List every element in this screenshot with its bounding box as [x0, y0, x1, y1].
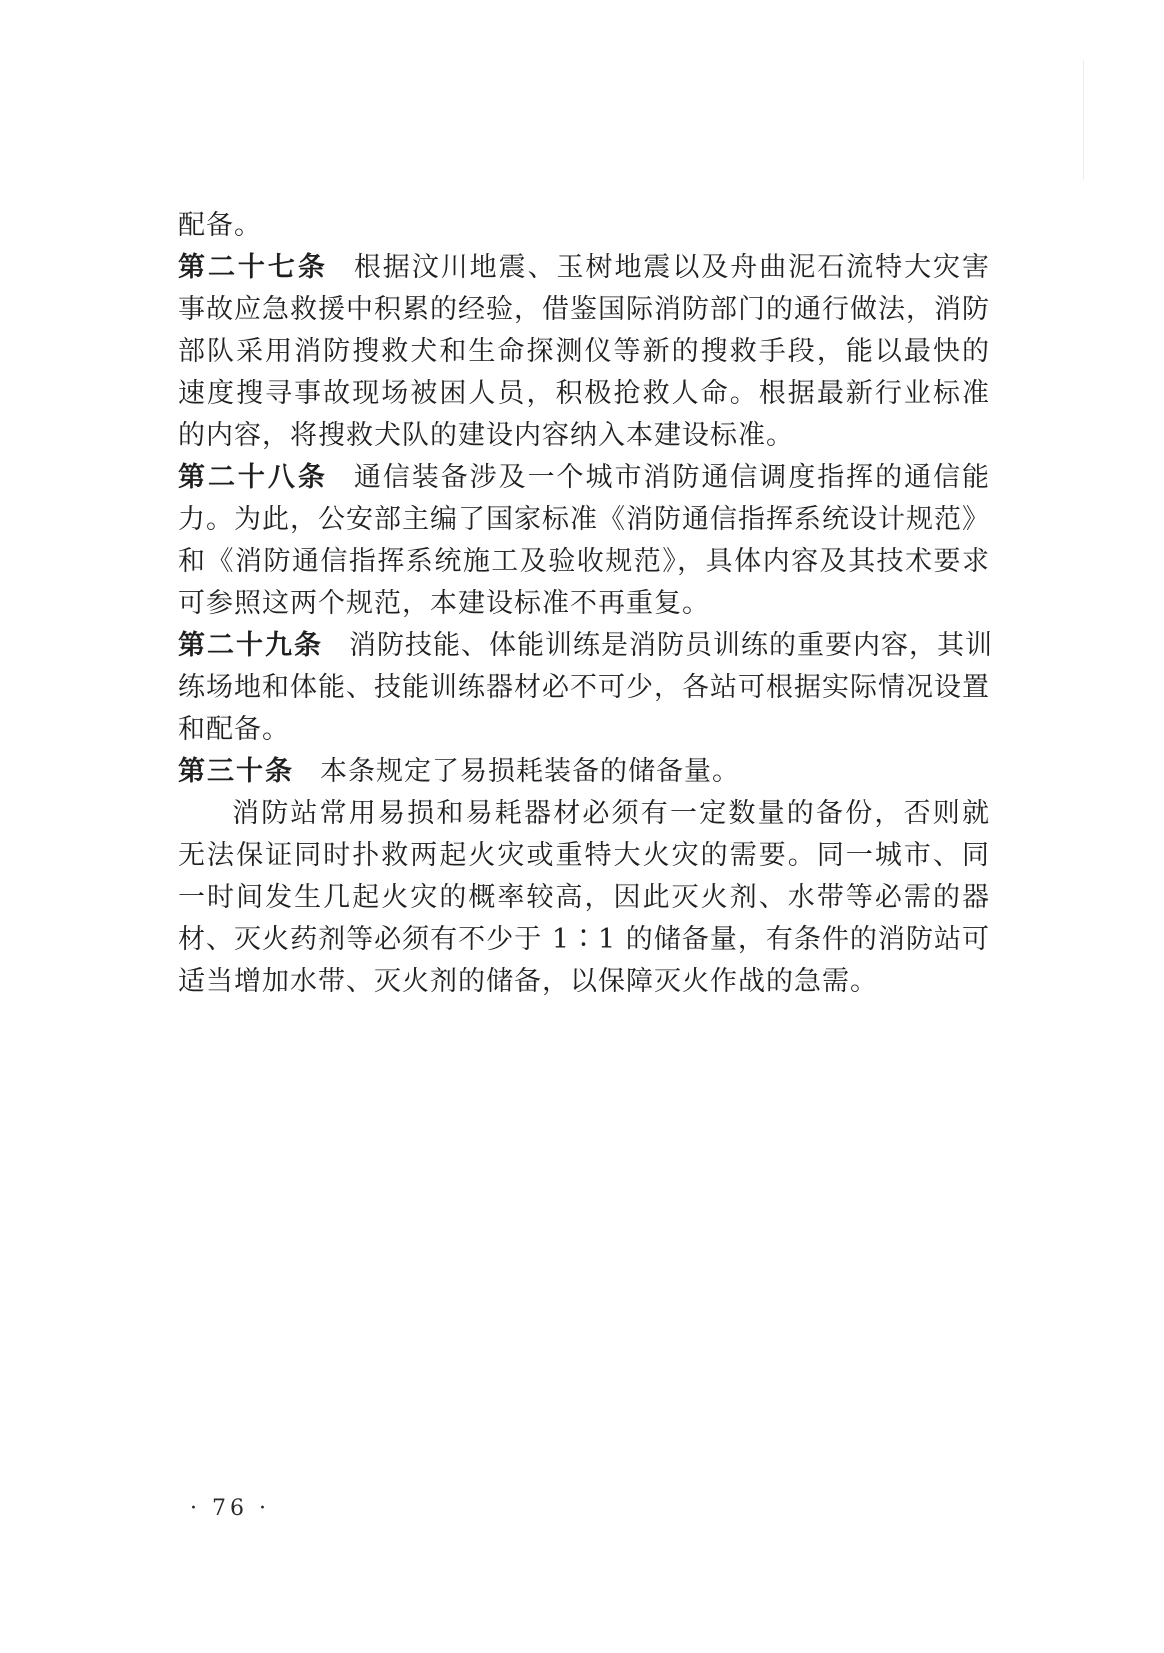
article-29-text: 消防技能、体能训练是消防员训练的重要内容，其训	[349, 630, 993, 661]
article-30-body-line-5: 适当增加水带、灭火剂的储备，以保障灭火作战的急需。	[178, 966, 878, 997]
article-28-line-4: 可参照这两个规范，本建设标准不再重复。	[178, 588, 710, 619]
article-30-line-1	[178, 751, 990, 793]
document-body	[178, 205, 993, 1003]
article-30-body-line-1: 消防站常用易损和易耗器材必须有一定数量的备份，否则就	[232, 798, 990, 829]
article-30-body-line-3: 一时间发生几起火灾的概率较高，因此灭火剂、水带等必需的器	[178, 882, 990, 913]
article-28-number: 第二十八条	[178, 462, 328, 493]
scan-edge-mark	[1083, 60, 1084, 180]
continuation-line: 配备。	[178, 210, 262, 241]
article-27-line-1	[178, 247, 990, 289]
article-29-number: 第二十九条	[178, 630, 323, 661]
page-number: · 76 ·	[190, 1496, 270, 1521]
article-28-line-1	[178, 457, 990, 499]
article-27-line-4: 速度搜寻事故现场被困人员，积极抢救人命。根据最新行业标准	[178, 378, 990, 409]
article-27-line-2: 事故应急救援中积累的经验，借鉴国际消防部门的通行做法，消防	[178, 294, 990, 325]
article-27-line-5: 的内容，将搜救犬队的建设内容纳入本建设标准。	[178, 420, 794, 451]
article-30-text: 本条规定了易损耗装备的储备量。	[320, 756, 740, 787]
article-29-line-3: 和配备。	[178, 714, 290, 745]
article-28-line-3: 和《消防通信指挥系统施工及验收规范》，具体内容及其技术要求	[178, 546, 990, 577]
article-30-number: 第三十条	[178, 756, 294, 787]
article-27-line-3: 部队采用消防搜救犬和生命探测仪等新的搜救手段，能以最快的	[178, 336, 990, 367]
article-28-text: 通信装备涉及一个城市消防通信调度指挥的通信能	[353, 462, 991, 493]
article-29-line-1	[178, 625, 993, 667]
article-27-text: 根据汶川地震、玉树地震以及舟曲泥石流特大灾害	[353, 252, 991, 283]
article-29-line-2: 练场地和体能、技能训练器材必不可少，各站可根据实际情况设置	[178, 672, 990, 703]
article-27-number: 第二十七条	[178, 252, 328, 283]
article-28-line-2: 力。为此，公安部主编了国家标准《消防通信指挥系统设计规范》	[178, 504, 990, 535]
article-30-body-line-2: 无法保证同时扑救两起火灾或重特大火灾的需要。同一城市、同	[178, 840, 990, 871]
article-30-body-line-4: 材、灭火药剂等必须有不少于 1∶1 的储备量，有条件的消防站可	[178, 924, 990, 955]
